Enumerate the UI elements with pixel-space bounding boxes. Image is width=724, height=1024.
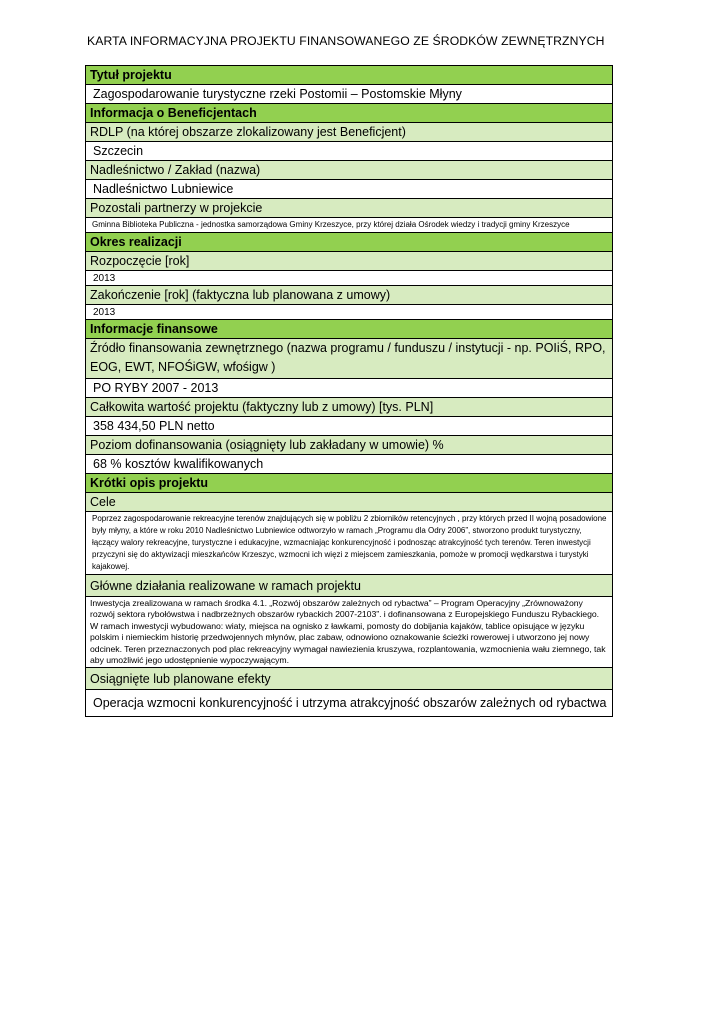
finance-header: Informacje finansowe: [85, 320, 613, 339]
project-title-value: Zagospodarowanie turystyczne rzeki Postomii – Postomskie Młyny: [85, 85, 613, 104]
goals-label: Cele: [85, 493, 613, 512]
effects-label: Osiągnięte lub planowane efekty: [85, 668, 613, 690]
start-label: Rozpoczęcie [rok]: [85, 252, 613, 271]
partners-label: Pozostali partnerzy w projekcie: [85, 199, 613, 218]
total-label: Całkowita wartość projektu (faktyczny lub z umowy) [tys. PLN]: [85, 398, 613, 417]
start-value: 2013: [85, 271, 613, 286]
source-value: PO RYBY 2007 - 2013: [85, 379, 613, 398]
document-title: KARTA INFORMACYJNA PROJEKTU FINANSOWANEGO ZE ŚRODKÓW ZEWNĘTRZNYCH: [87, 34, 605, 48]
rdlp-value: Szczecin: [85, 142, 613, 161]
source-label: Źródło finansowania zewnętrznego (nazwa programu / funduszu / instytucji - np. POIiŚ, RPO, EOG, EWT, NFOŚiGW, wfośigw ): [85, 339, 613, 379]
period-header: Okres realizacji: [85, 233, 613, 252]
project-title-header: Tytuł projektu: [85, 66, 613, 85]
partners-value: Gminna Biblioteka Publiczna - jednostka samorządowa Gminy Krzeszyce, przy której działa Ośrodek wiedzy i tradycji gminy Krzeszyce: [85, 218, 613, 233]
end-label: Zakończenie [rok] (faktyczna lub planowana z umowy): [85, 286, 613, 305]
rdlp-label: RDLP (na której obszarze zlokalizowany jest Beneficjent): [85, 123, 613, 142]
total-value: 358 434,50 PLN netto: [85, 417, 613, 436]
goals-value: Poprzez zagospodarowanie rekreacyjne terenów znajdujących się w pobliżu 2 zbiorników retencyjnych , przy których przed II wojną posadowione były młyny, a które w roku 2010 Nadleśnictwo Lubniewice odtworzyło w ramach „Programu dla Odry 2006”, stworzono produkt turystyczny, łączący walory rekreacyjne, turystyczne i edukacyjne, wzmacniając konkurencyjność i podnosząc atrakcyjność tych terenów. Teren inwestycji przyczyni się do aktywizacji mieszkańców Krzeszyc, wzmocni ich więzi z miejscem zamieszkania, pomoże w promocji wędkarstwa i turystyki kajakowej.: [85, 512, 613, 575]
actions-value: Inwestycja zrealizowana w ramach środka 4.1. „Rozwój obszarów zależnych od rybactwa” – Program Operacyjny „Zrównoważony rozwój sektora rybołówstwa i nadbrzeżnych obszarów rybackich 2007-2103”. i dofinansowana z Europejskiego Funduszu Rybackiego. W ramach inwestycji wybudowano: wiaty, miejsca na ognisko z ławkami, pomosty do dobijania kajaków, tablice opisujące w języku polskim i niemieckim historię przedwojennych młynów, plac zabaw, odnowiono oznakowanie ścieżki rowerowej i utworzono jej nowy odcinek. Teren przeznaczonych pod plac rekreacyjny wymagał nawiezienia kruszywa, rozplantowania, wzmocnienia wału ziemnego, tak aby umożliwić jego udostępnienie wypoczywającym.: [85, 597, 613, 668]
cofinancing-label: Poziom dofinansowania (osiągnięty lub zakładany w umowie) %: [85, 436, 613, 455]
district-value: Nadleśnictwo Lubniewice: [85, 180, 613, 199]
actions-label: Główne działania realizowane w ramach projektu: [85, 575, 613, 597]
effects-value: Operacja wzmocni konkurencyjność i utrzyma atrakcyjność obszarów zależnych od rybactwa: [85, 690, 613, 717]
description-header: Krótki opis projektu: [85, 474, 613, 493]
beneficiary-header: Informacja o Beneficjentach: [85, 104, 613, 123]
project-info-card: [85, 65, 613, 717]
end-value: 2013: [85, 305, 613, 320]
district-label: Nadleśnictwo / Zakład (nazwa): [85, 161, 613, 180]
cofinancing-value: 68 % kosztów kwalifikowanych: [85, 455, 613, 474]
